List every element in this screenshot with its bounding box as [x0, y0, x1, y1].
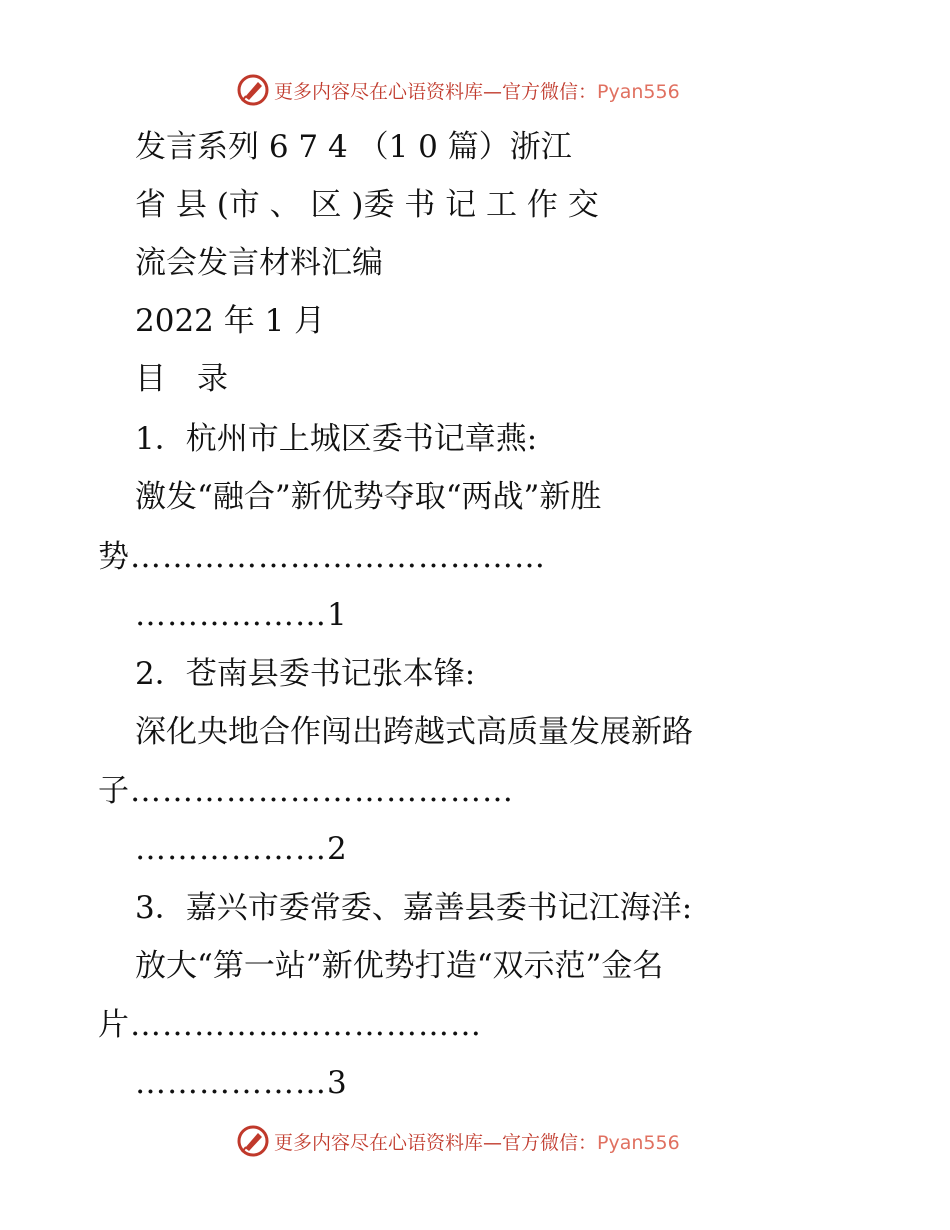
toc-item-1-author: 1．杭州市上城区委书记章燕:	[135, 421, 538, 457]
toc-item-2-page: ………………2	[135, 831, 348, 867]
toc-item-1-title-end: 势…………………………………	[98, 539, 546, 575]
toc-item-3-title-end: 片……………………………	[98, 1007, 482, 1043]
doc-title-line-2: 省 县 (市 、 区 )委 书 记 工 作 交	[135, 187, 599, 223]
pen-nib-logo-icon	[236, 73, 270, 107]
toc-item-1-page: ………………1	[135, 597, 348, 633]
toc-item-2-title-end: 子………………………………	[98, 773, 514, 809]
pen-nib-logo-icon	[236, 1124, 270, 1158]
doc-title-line-1: 发言系列 6 7 4 （1 0 篇）浙江	[135, 129, 572, 165]
watermark-text: 更多内容尽在心语资料库—官方微信：Pyan556	[274, 80, 680, 103]
toc-item-3-title: 放大“第一站”新优势打造“双示范”金名	[135, 948, 664, 984]
toc-item-3-author: 3．嘉兴市委常委、嘉善县委书记江海洋:	[135, 890, 693, 926]
doc-title-line-3: 流会发言材料汇编	[135, 245, 383, 281]
watermark-top	[236, 72, 680, 108]
toc-item-1-title: 激发“融合”新优势夺取“两战”新胜	[135, 479, 602, 515]
toc-heading: 目 录	[135, 361, 228, 397]
toc-item-3-page: ………………3	[135, 1065, 348, 1101]
doc-date: 2022 年 1 月	[135, 303, 326, 339]
toc-item-2-title: 深化央地合作闯出跨越式高质量发展新路	[135, 714, 693, 750]
toc-item-2-author: 2．苍南县委书记张本锋:	[135, 656, 476, 692]
watermark-text: 更多内容尽在心语资料库—官方微信：Pyan556	[274, 1131, 680, 1154]
watermark-bottom	[236, 1123, 680, 1159]
